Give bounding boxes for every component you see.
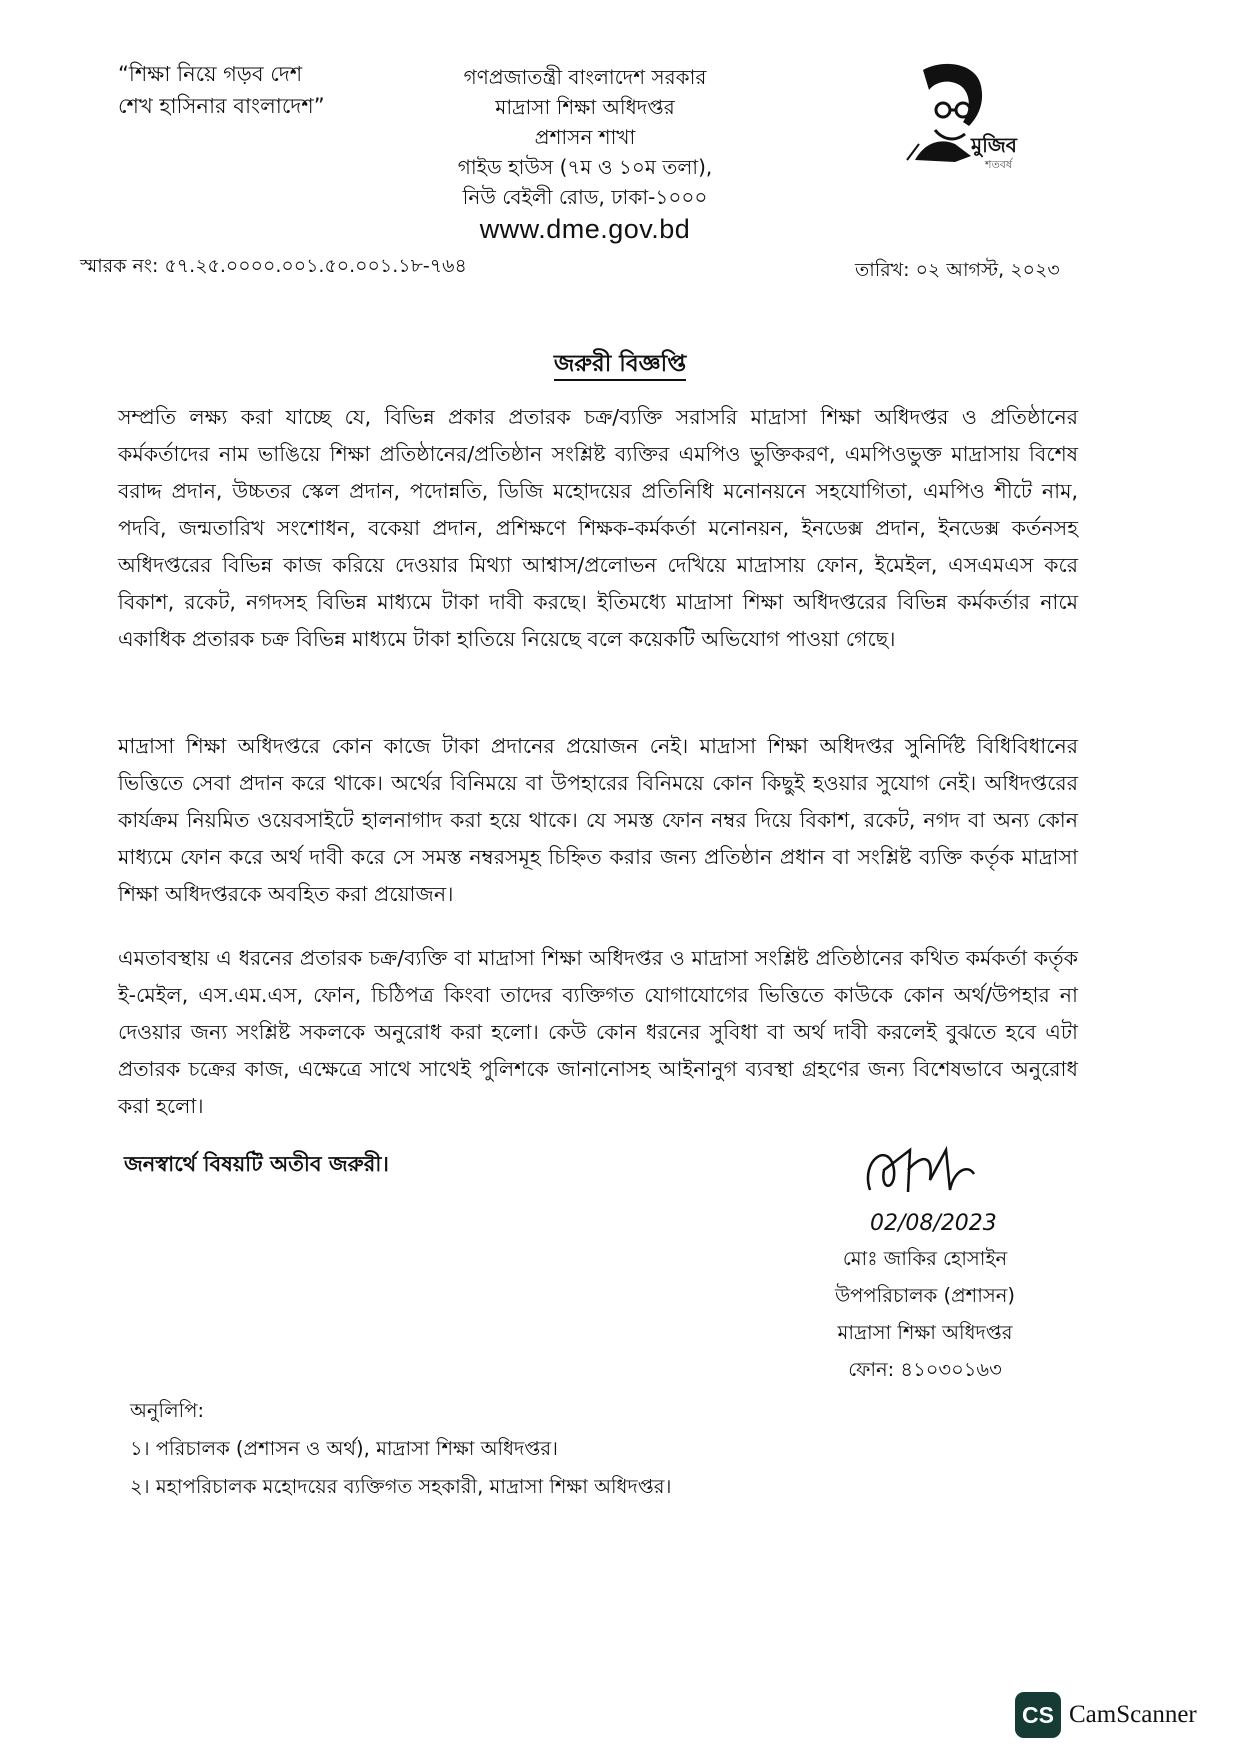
signatory-block	[790, 1240, 1060, 1388]
slogan-line-2: শেখ হাসিনার বাংলাদেশ”	[118, 94, 325, 118]
copy-to	[130, 1392, 671, 1506]
notice-title	[0, 345, 1240, 384]
signatory-phone: ফোন: ৪১০৩০১৬৩	[848, 1358, 1002, 1381]
website-link[interactable]: www.dme.gov.bd	[479, 214, 691, 244]
logo-subtext: শতবর্ষ	[985, 158, 1012, 171]
org-government: গণপ্রজাতন্ত্রী বাংলাদেশ সরকার	[463, 65, 707, 89]
logo-text: মুজিব	[971, 133, 1017, 157]
paragraph-3: এমতাবস্থায় এ ধরনের প্রতারক চক্র/ব্যক্তি বা মাদ্রাসা শিক্ষা অধিদপ্তর ও মাদ্রাসা সংশ্লিষ্ট প্রতিষ্ঠানের কথিত কর্মকর্তা কর্তৃক ই-মেইল, এস.এম.এস, ফোন, চিঠিপত্র কিংবা তাদের ব্যক্তিগত যোগাযোগের ভিত্তিতে কাউকে কোন অর্থ/উপহার না দেওয়ার জন্য সংশ্লিষ্ট সকলকে অনুরোধ করা হলো। কেউ কোন ধরনের সুবিধা বা অর্থ দাবী করলেই বুঝতে হবে এটা প্রতারক চক্রের কাজ, এক্ষেত্রে সাথে সাথেই পুলিশকে জানানোসহ আইনানুগ ব্যবস্থা গ্রহণের জন্য বিশেষভাবে অনুরোধ করা হলো।	[118, 946, 1078, 1118]
office-header	[410, 62, 760, 246]
signatory-name: মোঃ জাকির হোসাইন	[842, 1247, 1008, 1270]
slogan	[118, 58, 325, 122]
org-address-1: গাইড হাউস (৭ম ও ১০ম তলা),	[457, 155, 713, 179]
org-directorate: মাদ্রাসা শিক্ষা অধিদপ্তর	[495, 95, 675, 119]
mujib-centenary-logo	[885, 60, 1035, 180]
camscanner-watermark	[1015, 1692, 1197, 1738]
copy-to-label: অনুলিপি:	[130, 1399, 205, 1422]
memo-number: স্মারক নং: ৫৭.২৫.০০০০.০০১.৫০.০০১.১৮-৭৬৪	[80, 255, 467, 277]
signature	[850, 1130, 1050, 1240]
slogan-line-1: “শিক্ষা নিয়ে গড়ব দেশ	[118, 62, 303, 86]
closing-line: জনস্বার্থে বিষয়টি অতীব জরুরী।	[124, 1152, 389, 1176]
signatory-office: মাদ্রাসা শিক্ষা অধিদপ্তর	[837, 1321, 1013, 1344]
signatory-designation: উপপরিচালক (প্রশাসন)	[834, 1284, 1015, 1307]
notice-title-text: জরুরী বিজ্ঞপ্তি	[554, 351, 686, 381]
org-branch: প্রশাসন শাখা	[534, 125, 636, 149]
signature-date: 02/08/2023	[870, 1211, 997, 1236]
camscanner-icon: CS	[1015, 1692, 1061, 1738]
camscanner-label: CamScanner	[1069, 1701, 1197, 1728]
issue-date: তারিখ: ০২ আগস্ট, ২০২৩	[855, 259, 1060, 281]
paragraph-1: সম্প্রতি লক্ষ্য করা যাচ্ছে যে, বিভিন্ন প্রকার প্রতারক চক্র/ব্যক্তি সরাসরি মাদ্রাসা শিক্ষা অধিদপ্তর ও প্রতিষ্ঠানের কর্মকর্তাদের নাম ভাঙিয়ে শিক্ষা প্রতিষ্ঠানের/প্রতিষ্ঠান সংশ্লিষ্ট ব্যক্তির এমপিও ভুক্তিকরণ, এমপিওভুক্ত মাদ্রাসায় বিশেষ বরাদ্দ প্রদান, উচ্চতর স্কেল প্রদান, পদোন্নতি, ডিজি মহোদয়ের প্রতিনিধি মনোনয়নে সহযোগিতা, এমপিও শীটে নাম, পদবি, জন্মতারিখ সংশোধন, বকেয়া প্রদান, প্রশিক্ষণে শিক্ষক-কর্মকর্তা মনোনয়ন, ইনডেক্স প্রদান, ইনডেক্স কর্তনসহ অধিদপ্তরের বিভিন্ন কাজ করিয়ে দেওয়ার মিথ্যা আশ্বাস/প্রলোভন দেখিয়ে মাদ্রাসায় ফোন, ইমেইল, এসএমএস করে বিকাশ, রকেট, নগদসহ বিভিন্ন মাধ্যমে টাকা দাবী করছে। ইতিমধ্যে মাদ্রাসা শিক্ষা অধিদপ্তরের বিভিন্ন কর্মকর্তার নামে একাধিক প্রতারক চক্র বিভিন্ন মাধ্যমে টাকা হাতিয়ে নিয়েছে বলে কয়েকটি অভিযোগ পাওয়া গেছে।	[118, 405, 1078, 651]
copy-to-item: ১। পরিচালক (প্রশাসন ও অর্থ), মাদ্রাসা শিক্ষা অধিদপ্তর।	[130, 1437, 559, 1460]
org-address-2: নিউ বেইলী রোড, ঢাকা-১০০০	[462, 185, 708, 209]
copy-to-item: ২। মহাপরিচালক মহোদয়ের ব্যক্তিগত সহকারী, মাদ্রাসা শিক্ষা অধিদপ্তর।	[130, 1475, 672, 1498]
paragraph-2: মাদ্রাসা শিক্ষা অধিদপ্তরে কোন কাজে টাকা প্রদানের প্রয়োজন নেই। মাদ্রাসা শিক্ষা অধিদপ্তর সুনির্দিষ্ট বিধিবিধানের ভিত্তিতে সেবা প্রদান করে থাকে। অর্থের বিনিময়ে বা উপহারের বিনিময়ে কোন কিছুই হওয়ার সুযোগ নেই। অধিদপ্তরের কার্যক্রম নিয়মিত ওয়েবসাইটে হালনাগাদ করা হয়ে থাকে। যে সমস্ত ফোন নম্বর দিয়ে বিকাশ, রকেট, নগদ বা অন্য কোন মাধ্যমে ফোন করে অর্থ দাবী করে সে সমস্ত নম্বরসমূহ চিহ্নিত করার জন্য প্রতিষ্ঠান প্রধান বা সংশ্লিষ্ট ব্যক্তি কর্তৃক মাদ্রাসা শিক্ষা অধিদপ্তরকে অবহিত করা প্রয়োজন।	[118, 734, 1078, 906]
